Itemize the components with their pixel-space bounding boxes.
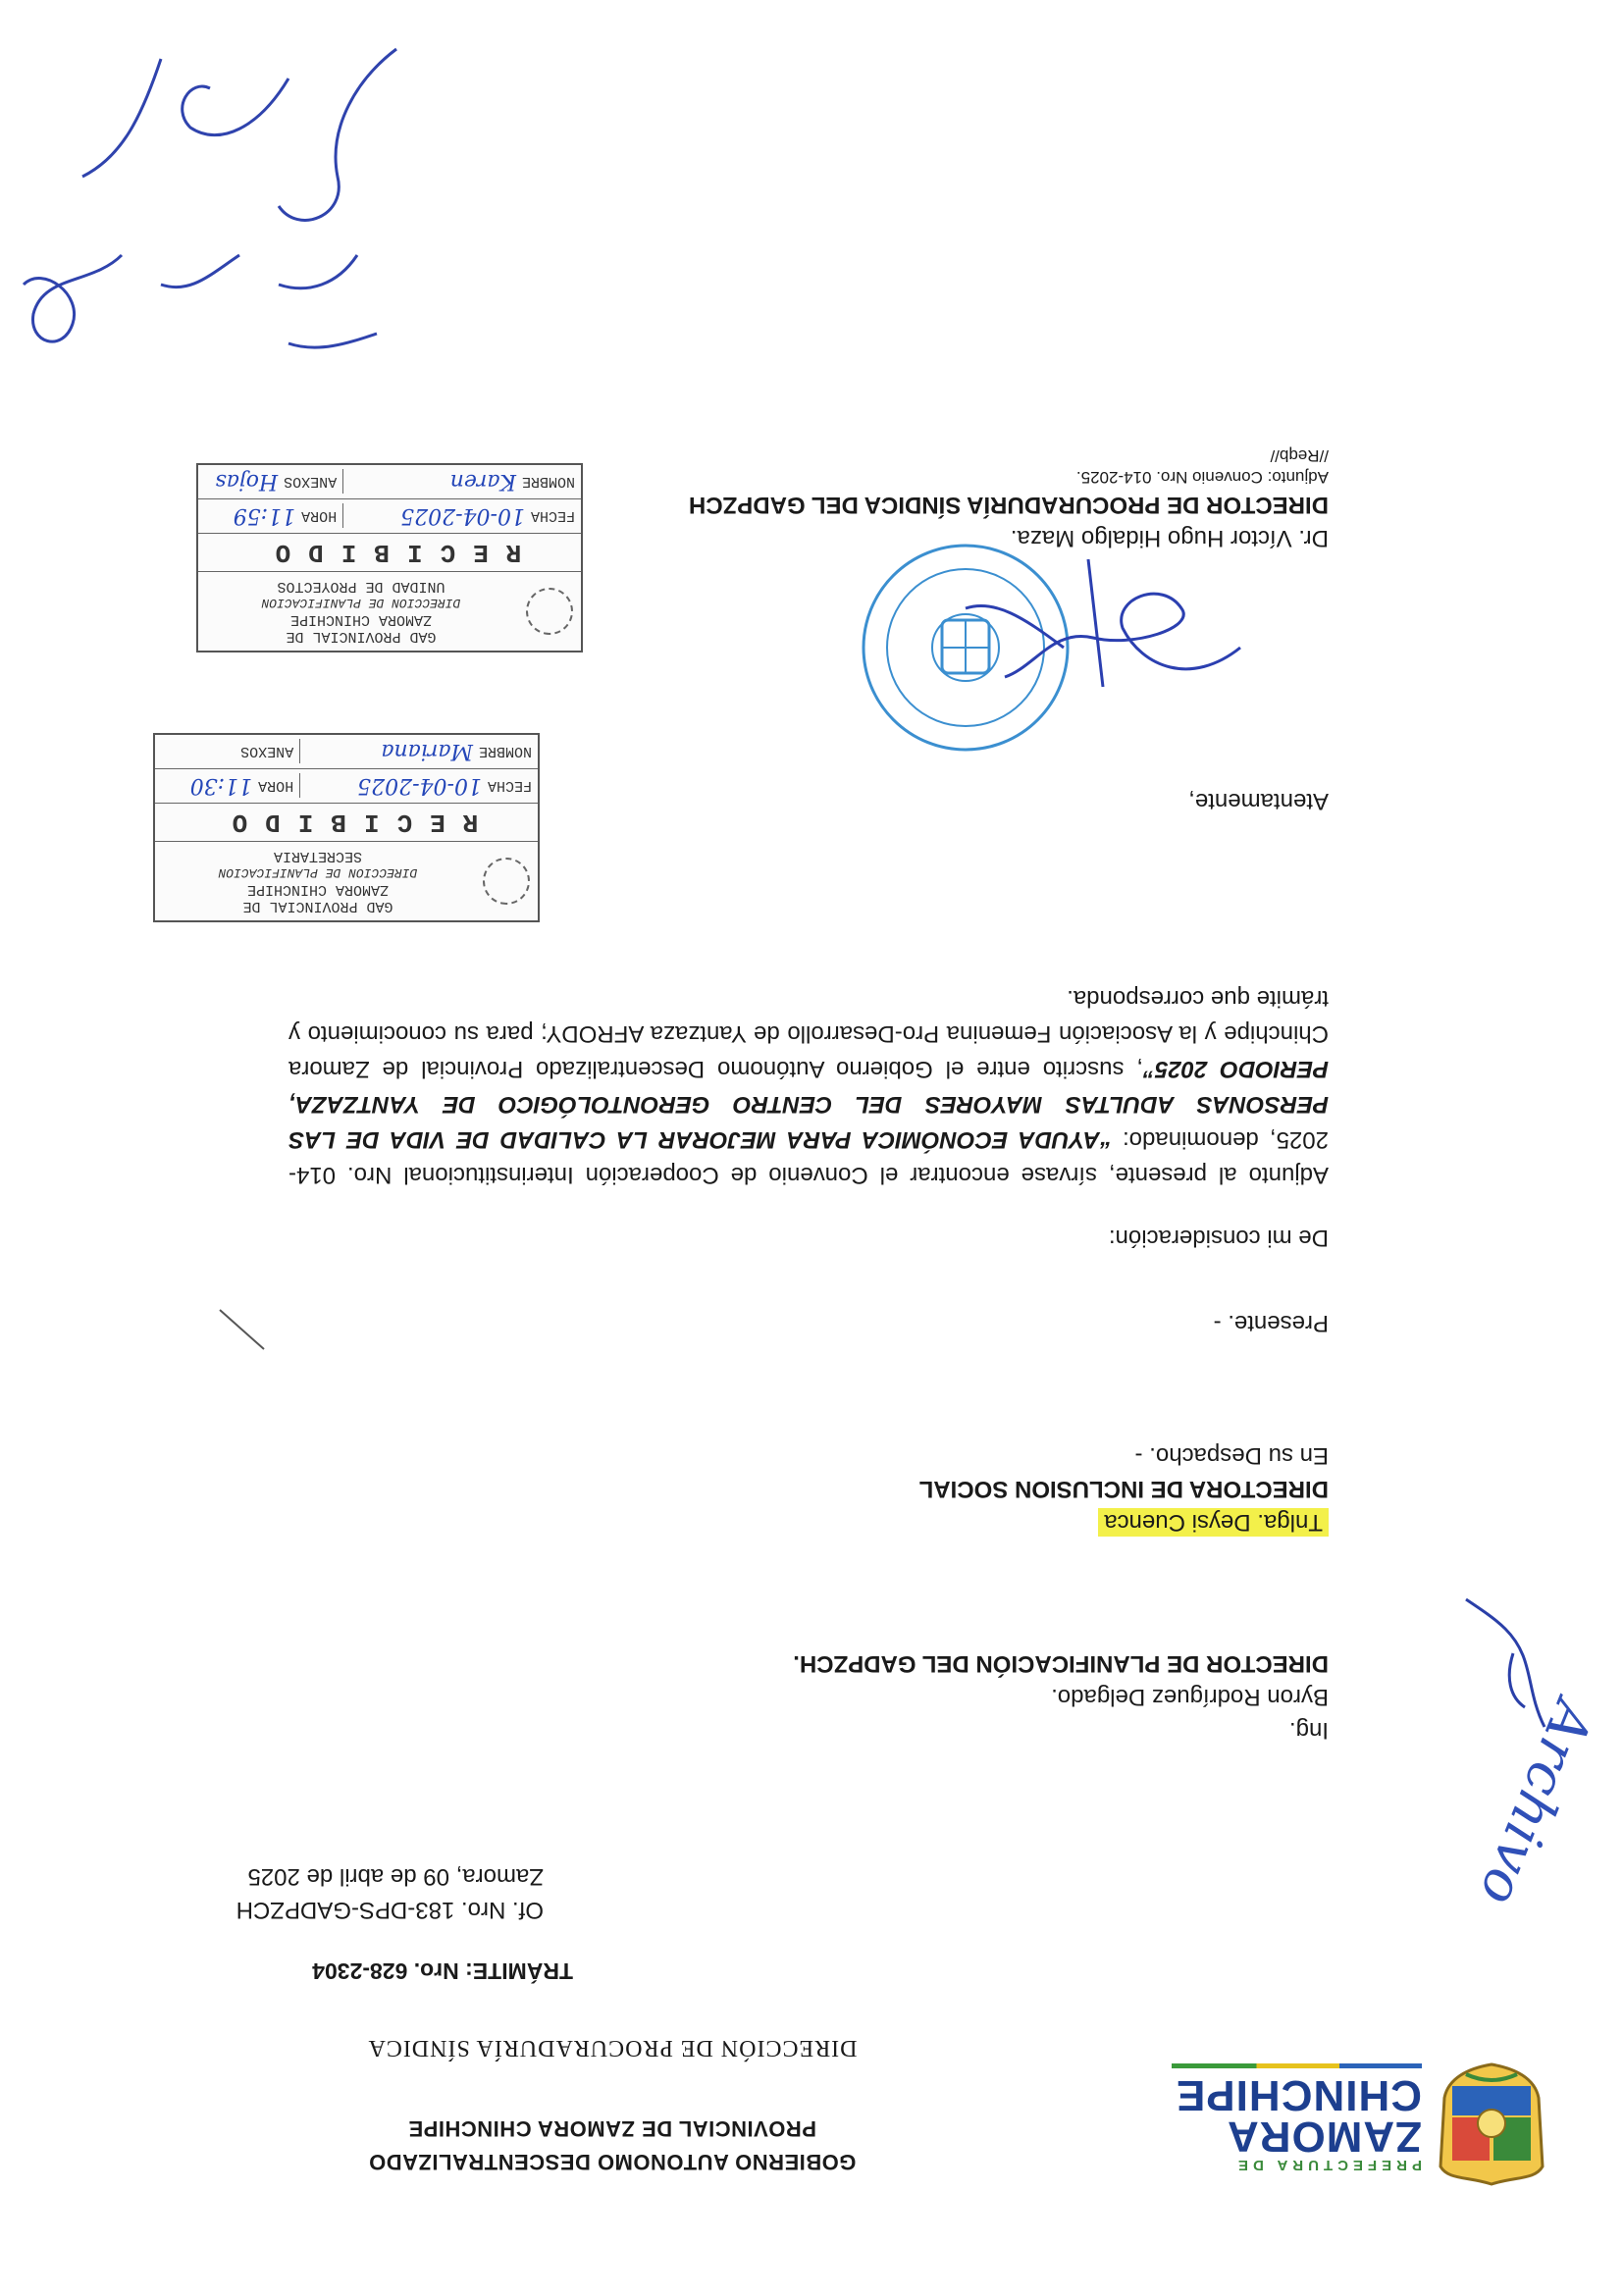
recipient-1-block: [793, 1646, 1329, 1747]
received-stamp-secretaria: [153, 733, 540, 922]
department-title: DIRECCIÓN DE PROCURADURÍA SÍNDICA: [367, 2035, 858, 2061]
stamp-hora-label: HORA: [258, 777, 294, 795]
stamp-anexos-value: Hojas: [215, 469, 279, 495]
stamp-line-2: ZAMORA CHINCHIPE: [289, 611, 433, 628]
recipient-1-name: Byron Rodríguez Delgado.: [1051, 1684, 1329, 1710]
stamp-fecha-label: FECHA: [530, 507, 575, 525]
institution-title: [249, 2112, 975, 2178]
stamp-seal-icon: [483, 858, 530, 905]
recipient-2-block: [919, 1438, 1329, 1539]
salutation: De mi consideración:: [1108, 1225, 1329, 1251]
received-stamp-proyectos: [196, 463, 583, 652]
tramite-number: TRÁMITE: Nro. 628-2304: [312, 1958, 573, 1984]
institution-line-1: GOBIERNO AUTONOMO DESCENTRALIZADO: [368, 2150, 857, 2174]
stamp-line-2: ZAMORA CHINCHIPE: [246, 881, 390, 898]
oficio-number: Of. Nro. 183-DPS-GADPZCH: [236, 1897, 544, 1923]
stamp-nombre-label: NOMBRE: [478, 743, 532, 760]
stamp-anexos-label: ANEXOS: [240, 743, 294, 760]
stamp-line-4: SECRETARIA: [274, 848, 363, 864]
presente: Presente. -: [1213, 1310, 1329, 1336]
letter-body: [288, 980, 1329, 1192]
stamp-line-1: GAD PROVINCIAL DE: [242, 898, 393, 914]
stamp-line-4: UNIDAD DE PROYECTOS: [277, 578, 445, 595]
stamp-nombre-value: Karen: [449, 469, 516, 495]
stamp-fecha-value: 10-04-2025: [400, 503, 525, 529]
handwritten-annotation-icon: [4, 20, 416, 373]
stamp-fecha-value: 10-04-2025: [357, 773, 482, 799]
prefectura-emblem-icon: [1437, 2062, 1546, 2188]
recipient-2-role: DIRECTORA DE INCLUSION SOCIAL: [918, 1476, 1329, 1502]
stray-pen-mark-icon: [210, 1295, 269, 1354]
logo-small-text: PREFECTURA DE: [1233, 2157, 1422, 2173]
stamp-recibido: RECIBIDO: [155, 803, 538, 841]
recipient-1-title: Ing.: [1288, 1717, 1329, 1744]
stamp-nombre-label: NOMBRE: [521, 473, 575, 491]
stamp-line-3: DIRECCION DE PLANIFICACION: [261, 596, 461, 610]
recipient-1-role: DIRECTOR DE PLANIFICACIÓN DEL GADPZCH.: [793, 1650, 1329, 1677]
recipient-2-office: En su Despacho. -: [1134, 1442, 1329, 1469]
marginal-note-archivo: Archivo: [1466, 1692, 1605, 1914]
prefectura-logo-text: [1167, 2063, 1422, 2173]
stamp-seal-icon: [526, 588, 573, 635]
handwritten-initials-icon: [1446, 1590, 1564, 1747]
signer-block: [689, 444, 1329, 554]
typist-initials: //Reqb//: [1270, 446, 1329, 465]
logo-line-1: ZAMORA: [1226, 2113, 1422, 2161]
stamp-hora-value: 11:59: [233, 503, 296, 529]
signer-role: DIRECTOR DE PROCURADURÍA SÍNDICA DEL GADPZCH: [688, 492, 1329, 518]
body-part-2: , suscrito entre el Gobierno Autónomo Descentralizado Provincial de Zamora Chinchipe y la Asociación Femenina Pro-Desarrollo de Yantzaza AFRODY; para su conocimiento y trámite que corresponda.: [288, 985, 1329, 1082]
stamp-recibido: RECIBIDO: [198, 533, 581, 571]
stamp-hora-value: 11:30: [189, 773, 253, 799]
stamp-nombre-value: Mariana: [381, 739, 473, 764]
body-part-1: Adjunto al presente, sírvase encontrar el Convenio de Cooperación Interinstitucional Nro. 014-2025, denominado:: [288, 1126, 1329, 1188]
institution-line-2: PROVINCIAL DE ZAMORA CHINCHIPE: [408, 2116, 816, 2141]
recipient-2-name-highlighted: Tnlga. Deysi Cuenca: [1098, 1508, 1329, 1537]
stamp-line-3: DIRECCION DE PLANIFICACION: [218, 865, 418, 880]
letter-date: Zamora, 09 de abril de 2025: [247, 1863, 544, 1890]
logo-line-2: CHINCHIPE: [1175, 2071, 1422, 2119]
stamp-hora-label: HORA: [301, 507, 338, 525]
stamp-anexos-label: ANEXOS: [284, 473, 338, 491]
signature-icon: [956, 549, 1250, 706]
stamp-line-1: GAD PROVINCIAL DE: [286, 628, 437, 645]
stamp-fecha-label: FECHA: [487, 777, 532, 795]
logo-color-bar: [1172, 2063, 1422, 2068]
signer-name: Dr. Víctor Hugo Hidalgo Maza.: [1010, 525, 1329, 551]
attachment-line: Adjunto: Convenio Nro. 014-2025.: [1075, 468, 1329, 487]
body-agreement-title: “AYUDA ECONÓMICA PARA MEJORAR LA CALIDAD DE VIDA DE LAS PERSONAS ADULTAS MAYORES DEL CENTRO GERONTOLÓGICO DE YANTZAZA, PERIODO 2025”: [288, 1056, 1329, 1153]
closing: Atentamente,: [1188, 788, 1329, 814]
